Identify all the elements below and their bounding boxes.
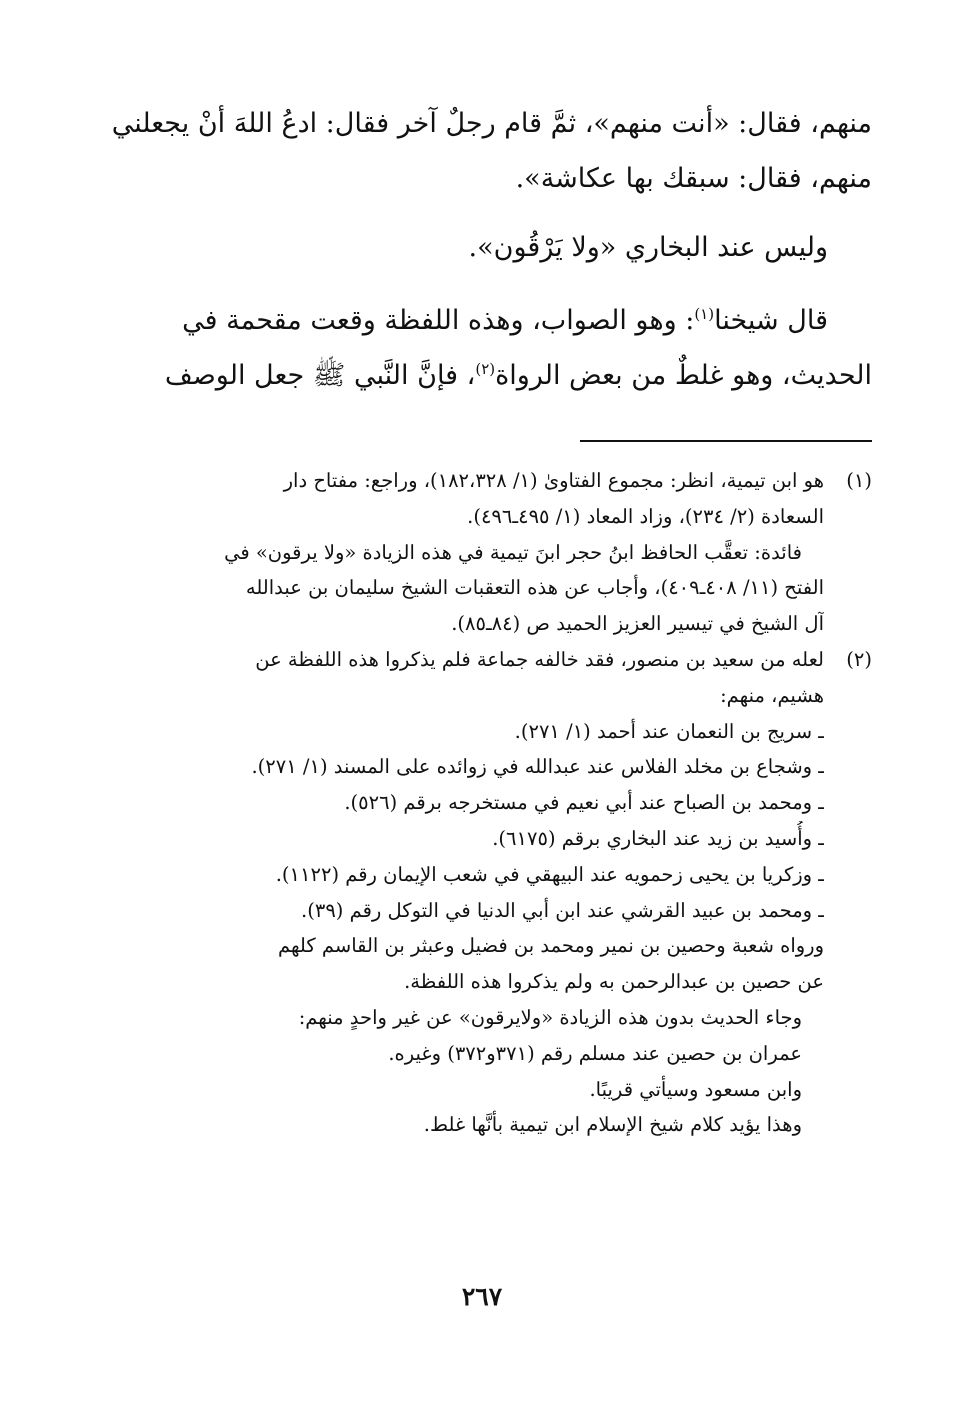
footnote-1-line-1: هو ابن تيمية، انظر: مجموع الفتاوىٰ (١/ ١٨٢،٣٢٨)، وراجع: مفتاح دار: [283, 469, 824, 492]
footnote-2-line-1: لعله من سعيد بن منصور، فقد خالفه جماعة فلم يذكروا هذه اللفظة عن: [255, 647, 824, 671]
main-line-1: منهم، فقال: «أنت منهم»، ثمَّ قام رجلٌ آخر فقال: ادعُ اللهَ أنْ يجعلني: [111, 108, 872, 139]
footnote-2-line-10: عن حصين بن عبدالرحمن به ولم يذكروا هذه اللفظة.: [404, 970, 824, 994]
footnote-1-line-3: فائدة: تعقَّب الحافظ ابنُ حجر ابنَ تيمية في هذه الزيادة «ولا يرقون» في: [224, 540, 802, 564]
footnote-2-line-13: وابن مسعود وسيأتي قريبًا.: [589, 1077, 802, 1101]
footnotes: [82, 463, 872, 1143]
footnote-ref-1[interactable]: (١): [694, 305, 715, 323]
main-line-4-a: قال شيخنا: [714, 305, 828, 336]
footnote-2-number: (٢): [846, 647, 872, 671]
footnote-2-line-3: ـ سريج بن النعمان عند أحمد (١/ ٢٧١).: [514, 719, 824, 743]
footnote-ref-2[interactable]: (٢): [475, 360, 496, 378]
footnote-2-line-14: وهذا يؤيد كلام شيخ الإسلام ابن تيمية بأنَّها غلط.: [423, 1113, 802, 1137]
footnote-2-line-12: عمران بن حصين عند مسلم رقم (٣٧١و٣٧٢) وغيره.: [388, 1041, 802, 1065]
footnote-separator: [580, 440, 872, 442]
footnote-2-line-4: ـ وشجاع بن مخلد الفلاس عند عبدالله في زوائده على المسند (١/ ٢٧١).: [251, 755, 824, 779]
main-line-2: منهم، فقال: سبقك بها عكاشة».: [515, 163, 872, 194]
footnote-1-line-5: آل الشيخ في تيسير العزيز الحميد ص (٨٤ـ٨٥).: [451, 612, 824, 636]
main-line-5-b: ، فإنَّ النَّبي ﷺ جعل الوصف: [164, 360, 476, 391]
main-line-4-b: : وهو الصواب، وهذه اللفظة وقعت مقحمة في: [182, 305, 695, 336]
main-line-5-a: الحديث، وهو غلطٌ من بعض الرواة: [495, 360, 872, 391]
paragraph-3: [82, 293, 872, 403]
footnote-1-line-4: الفتح (١١/ ٤٠٨ـ٤٠٩)، وأجاب عن هذه التعقبات الشيخ سليمان بن عبدالله: [245, 576, 824, 600]
paragraph-2: [82, 220, 872, 275]
footnote-2-line-11: وجاء الحديث بدون هذه الزيادة «ولايرقون» عن غير واحدٍ منهم:: [298, 1005, 802, 1029]
main-text: [82, 96, 872, 403]
footnote-1: [82, 463, 872, 642]
footnote-2-line-5: ـ ومحمد بن الصباح عند أبي نعيم في مستخرجه برقم (٥٢٦).: [344, 791, 824, 815]
footnote-2: [82, 642, 872, 1143]
paragraph-1: [82, 96, 872, 206]
footnote-2-line-7: ـ وزكريا بن يحيى زحمويه عند البيهقي في شعب الإيمان رقم (١١٢٢).: [275, 862, 824, 886]
page-number: ٢٦٧: [461, 1282, 503, 1311]
footnote-2-line-8: ـ ومحمد بن عبيد القرشي عند ابن أبي الدنيا في التوكل رقم (٣٩).: [301, 898, 824, 922]
footnote-2-line-9: ورواه شعبة وحصين بن نمير ومحمد بن فضيل وعبثر بن القاسم كلهم: [277, 934, 824, 958]
footnote-1-line-2: السعادة (٢/ ٢٣٤)، وزاد المعاد (١/ ٤٩٥ـ٤٩٦).: [467, 504, 824, 528]
footnote-2-line-6: ـ وأُسيد بن زيد عند البخاري برقم (٦١٧٥).: [492, 826, 824, 850]
footnote-1-number: (١): [846, 469, 872, 492]
main-line-4: [82, 293, 872, 348]
main-line-3: وليس عند البخاري «ولا يَرْقُون».: [468, 232, 828, 263]
footnote-2-line-2: هشيم، منهم:: [720, 683, 824, 707]
main-line-5: [82, 348, 872, 403]
